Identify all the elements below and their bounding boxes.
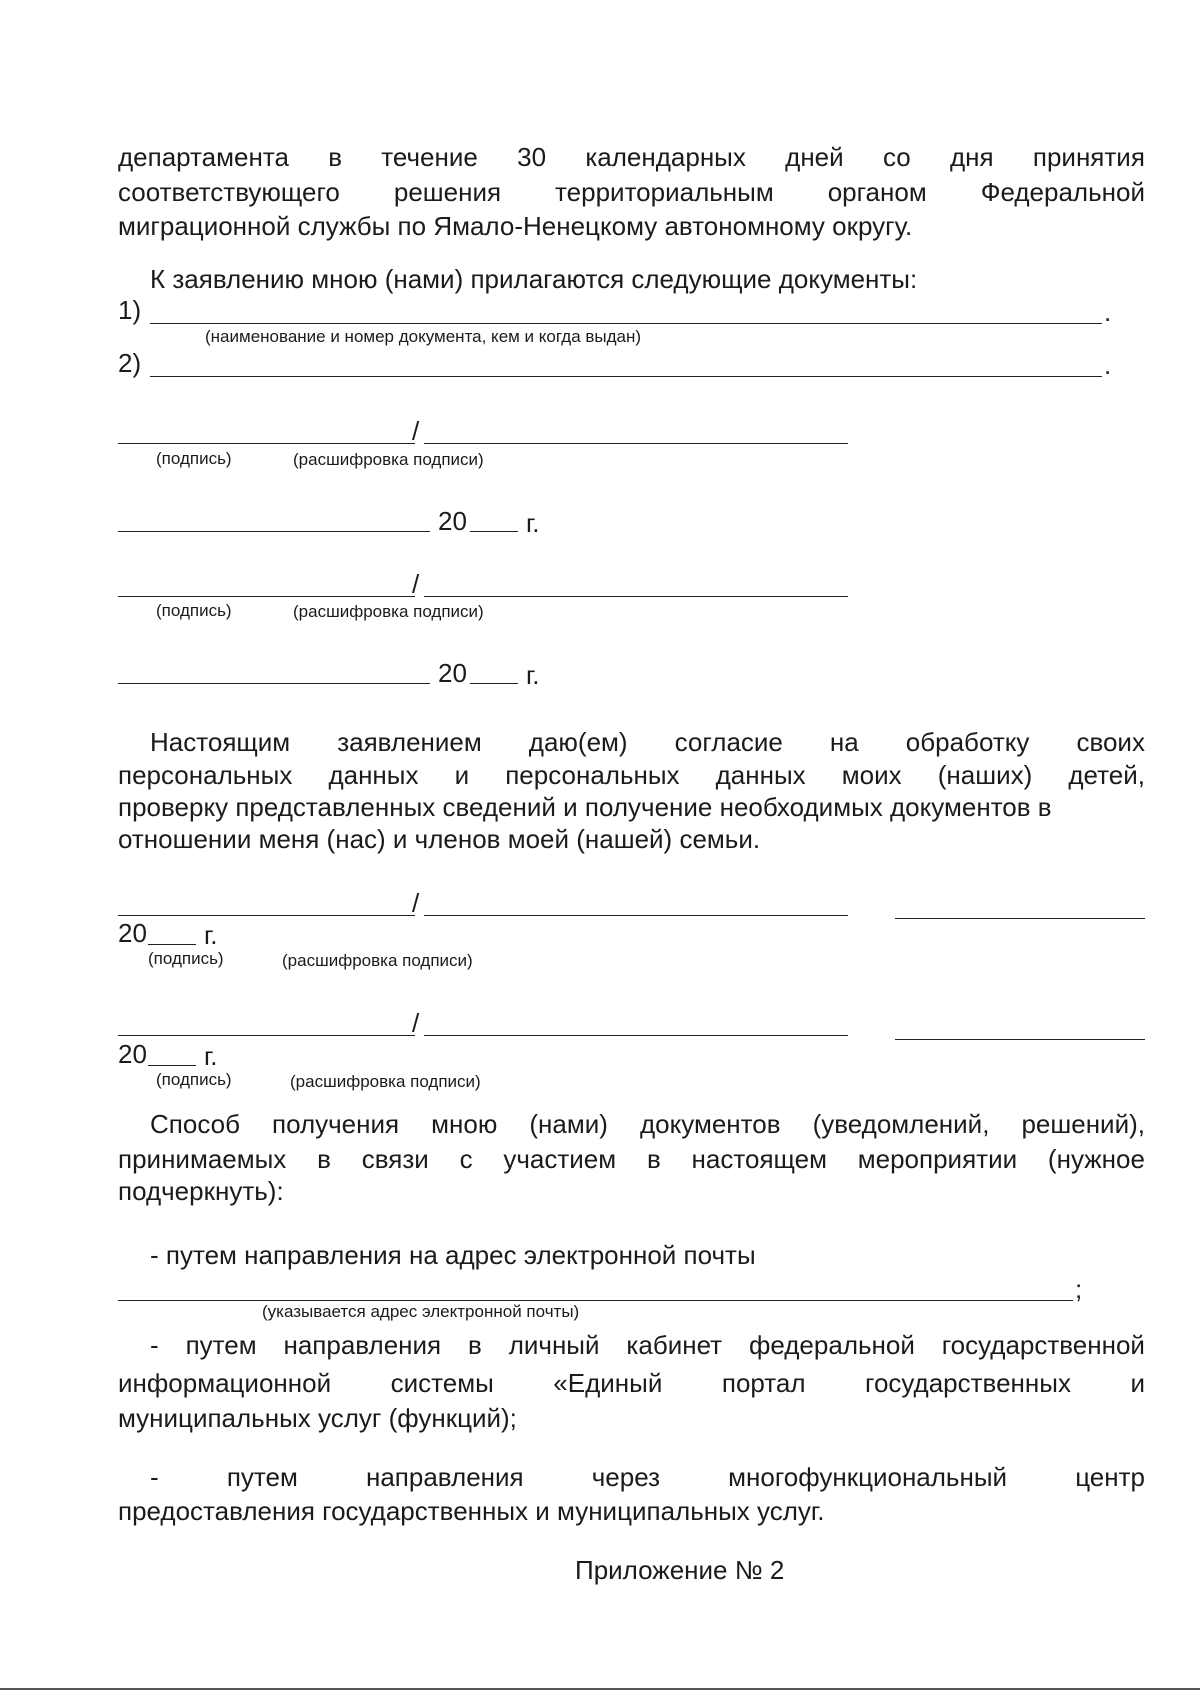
word: (наших)	[937, 760, 1033, 790]
word: данных	[715, 760, 806, 790]
word: связи	[361, 1144, 429, 1174]
date-line[interactable]	[895, 1039, 1145, 1040]
email-caption: (указывается адрес электронной почты)	[262, 1302, 580, 1321]
word: обработку	[905, 727, 1030, 757]
mfc-option-line-1[interactable]	[150, 1464, 1145, 1490]
year-suffix: г.	[204, 920, 218, 950]
word: заявлением	[337, 727, 482, 757]
consent-line-1	[150, 729, 1145, 755]
word: и	[454, 760, 470, 790]
signature-caption: (подпись)	[156, 449, 232, 468]
year-line[interactable]	[470, 531, 518, 532]
word: многофункциональный	[728, 1462, 1008, 1492]
word: в	[468, 1330, 482, 1360]
word: направления	[365, 1462, 524, 1492]
attachments-heading: К заявлению мною (нами) прилагаются следующие документы:	[150, 264, 918, 294]
word: со	[882, 142, 911, 172]
attachment-2-number: 2)	[118, 348, 142, 378]
intro-line-1	[118, 144, 1145, 170]
word: детей,	[1068, 760, 1145, 790]
portal-option-line-2[interactable]	[118, 1370, 1145, 1396]
date-line[interactable]	[895, 918, 1145, 919]
appendix-title: Приложение № 2	[575, 1555, 785, 1585]
word: на	[829, 727, 859, 757]
intro-line-3: миграционной службы по Ямало-Ненецкому автономному округу.	[118, 211, 913, 241]
attachment-2-end: .	[1104, 350, 1112, 380]
word: портал	[721, 1368, 806, 1398]
word: (уведомлений,	[812, 1109, 990, 1139]
email-address-line[interactable]	[118, 1300, 1073, 1301]
word: и	[1130, 1368, 1145, 1398]
word: органом	[827, 177, 927, 207]
decode-caption: (расшифровка подписи)	[293, 450, 484, 469]
word: путем	[226, 1462, 298, 1492]
signature-slash: /	[412, 1008, 420, 1038]
word: информационной	[118, 1368, 332, 1398]
delivery-line-1	[150, 1111, 1145, 1137]
word: данных	[328, 760, 419, 790]
year-suffix: г.	[526, 508, 540, 538]
consent-line-2	[118, 762, 1145, 788]
word: мероприятии	[857, 1144, 1018, 1174]
consent-line-4: отношении меня (нас) и членов моей (нашей) семьи.	[118, 824, 761, 854]
signature-slash: /	[412, 569, 420, 599]
year-suffix: г.	[204, 1041, 218, 1071]
year-line[interactable]	[148, 1065, 196, 1066]
word: (нами)	[529, 1109, 608, 1139]
intro-line-2	[118, 179, 1145, 205]
signature-slash: /	[412, 416, 420, 446]
portal-option-line-3[interactable]: муниципальных услуг (функций);	[118, 1403, 517, 1433]
attachment-2-line[interactable]	[150, 376, 1102, 377]
word: принимаемых	[118, 1144, 287, 1174]
word: -	[150, 1462, 159, 1492]
signature-caption: (подпись)	[156, 1070, 232, 1089]
word: с	[459, 1144, 473, 1174]
word: личный	[508, 1330, 600, 1360]
attachment-1-number: 1)	[118, 295, 142, 325]
word: Федеральной	[980, 177, 1145, 207]
word: территориальным	[555, 177, 774, 207]
word: «Единый	[553, 1368, 663, 1398]
delivery-line-2	[118, 1146, 1145, 1172]
word: своих	[1076, 727, 1145, 757]
year-prefix: 20	[118, 1039, 147, 1069]
mfc-option-line-2[interactable]: предоставления государственных и муниципальных услуг.	[118, 1496, 825, 1526]
word: направления	[283, 1330, 442, 1360]
word: соответствующего	[118, 177, 340, 207]
word: в	[317, 1144, 331, 1174]
word: дня	[950, 142, 994, 172]
date-line[interactable]	[118, 531, 430, 532]
year-line[interactable]	[470, 683, 518, 684]
word: системы	[390, 1368, 494, 1398]
word: моих	[841, 760, 902, 790]
signature-decode-line[interactable]	[424, 915, 848, 916]
decode-caption: (расшифровка подписи)	[282, 951, 473, 970]
signature-caption: (подпись)	[148, 949, 224, 968]
year-line[interactable]	[148, 944, 196, 945]
signature-line[interactable]	[118, 443, 415, 444]
word: согласие	[674, 727, 783, 757]
signature-line[interactable]	[118, 1035, 415, 1036]
word: 30	[517, 142, 547, 172]
word: -	[150, 1330, 159, 1360]
attachment-1-end: .	[1104, 297, 1112, 327]
decode-caption: (расшифровка подписи)	[293, 602, 484, 621]
word: департамента	[118, 142, 289, 172]
consent-line-3: проверку представленных сведений и получение необходимых документов в	[118, 792, 1052, 822]
attachment-1-line[interactable]	[150, 323, 1102, 324]
word: (нужное	[1047, 1144, 1145, 1174]
word: через	[591, 1462, 661, 1492]
word: участием	[503, 1144, 617, 1174]
word: документов	[639, 1109, 781, 1139]
signature-decode-line[interactable]	[424, 596, 848, 597]
word: персональных	[118, 760, 293, 790]
signature-decode-line[interactable]	[424, 1035, 848, 1036]
signature-line[interactable]	[118, 915, 415, 916]
word: течение	[381, 142, 478, 172]
portal-option-line-1[interactable]	[150, 1332, 1145, 1358]
signature-slash: /	[412, 888, 420, 918]
word: принятия	[1032, 142, 1145, 172]
word: Способ	[150, 1109, 240, 1139]
email-line-end: ;	[1075, 1274, 1083, 1304]
attachment-caption: (наименование и номер документа, кем и когда выдан)	[205, 327, 642, 346]
year-prefix: 20	[118, 918, 147, 948]
word: решений),	[1021, 1109, 1145, 1139]
word: кабинет	[626, 1330, 723, 1360]
signature-decode-line[interactable]	[424, 443, 848, 444]
word: настоящем	[691, 1144, 827, 1174]
year-prefix: 20	[438, 506, 467, 536]
delivery-line-3: подчеркнуть):	[118, 1176, 284, 1206]
word: государственных	[865, 1368, 1071, 1398]
word: центр	[1075, 1462, 1145, 1492]
year-prefix: 20	[438, 658, 467, 688]
year-suffix: г.	[526, 660, 540, 690]
decode-caption: (расшифровка подписи)	[290, 1072, 481, 1091]
date-line[interactable]	[118, 683, 430, 684]
word: Настоящим	[150, 727, 291, 757]
page-edge-rule	[0, 1688, 1200, 1690]
word: персональных	[505, 760, 680, 790]
word: в	[646, 1144, 661, 1174]
word: дней	[785, 142, 844, 172]
word: получения	[272, 1109, 400, 1139]
word: даю(ем)	[528, 727, 628, 757]
word: федеральной	[748, 1330, 915, 1360]
signature-line[interactable]	[118, 596, 415, 597]
word: государственной	[941, 1330, 1145, 1360]
word: календарных	[585, 142, 746, 172]
word: мною	[431, 1109, 498, 1139]
word: путем	[185, 1330, 257, 1360]
word: в	[328, 142, 342, 172]
word: решения	[393, 177, 502, 207]
email-option[interactable]: - путем направления на адрес электронной почты	[150, 1240, 756, 1270]
signature-caption: (подпись)	[156, 601, 232, 620]
